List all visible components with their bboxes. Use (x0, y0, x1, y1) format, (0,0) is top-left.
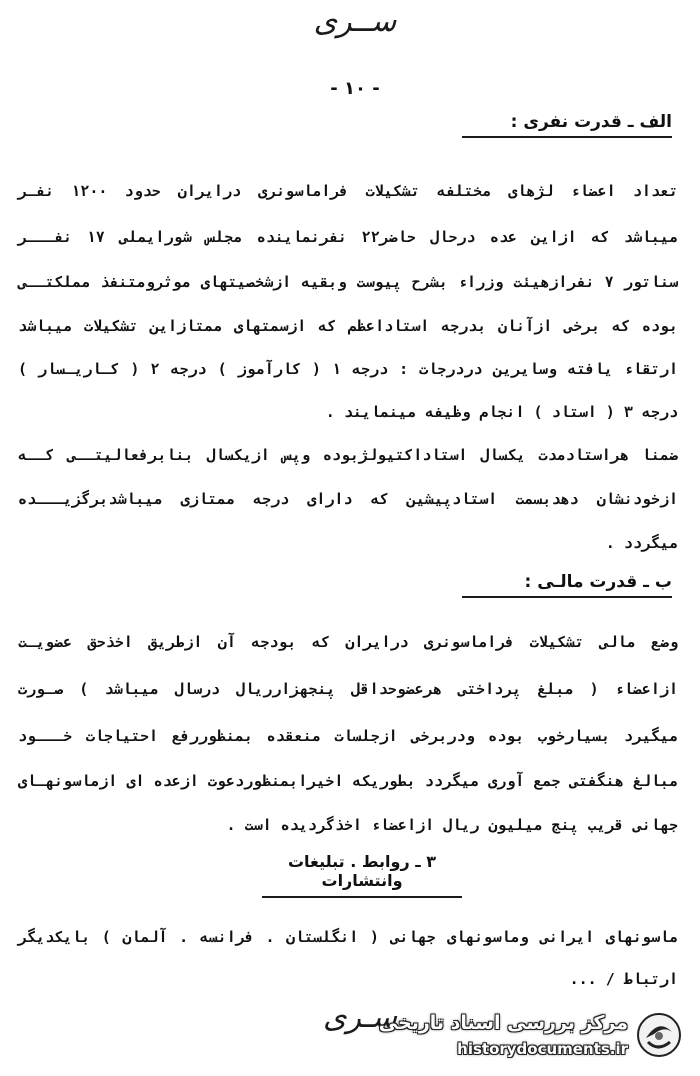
section-a-line: میگردد . (605, 534, 678, 552)
archive-name: مرکز بررسی اسناد تاریخی (378, 1012, 628, 1034)
archive-url: historydocuments.ir (457, 1040, 628, 1058)
section-a-line: ارتقاء یافته وسایرین دردرجات : درجه ۱ ( کارآموز ) درجه ۲ ( کـاریـسار ) (18, 360, 679, 378)
secret-stamp-top: ســرى (313, 4, 397, 39)
section-a-line: درجه ۳ ( استاد ) انجام وظیفه مینمایند . (325, 403, 678, 421)
section-a-line: بوده که برخی ازآنان بدرجه استاداعظم که ازسمتهای ممتازاین تشکیلات میباشد (18, 317, 678, 335)
archive-logo-icon (636, 1012, 682, 1058)
section-a-line: ضمنا هراستادمدت یکسال استاداکتیولژبوده وپس ازیکسال بنابرفعالیتــی کــه (18, 446, 678, 464)
section-a-heading: الف ـ قدرت نفرى : (462, 112, 672, 138)
page-number: - ۱۰ - (330, 78, 380, 99)
section-c-line: ماسونهای ایرانی وماسونهای جهانی ( انگلستان . فرانسه . آلمان ) بایکدیگر (18, 928, 678, 946)
section-b-line: میگیرد بسیارخوب بوده ودربرخی ازجلسات منعقده بمنظوررفع احتیاجات خـــود (18, 727, 678, 745)
section-a-line: میباشد که ازاین عده درحال حاضر۲۲ نفرنماینده مجلس شورایملی ۱۷ نفـــر (18, 228, 678, 246)
archive-watermark (362, 1006, 682, 1066)
secret-stamp-bottom: سـرى (323, 1000, 397, 1035)
section-b-line: جهانی قریب پنج میلیون ریال ازاعضاء اخذگردیده است . (226, 816, 678, 834)
section-c-heading: ۳ ـ روابط . تبلیغات وانتشارات (262, 852, 462, 898)
section-a-line: ازخودنشان دهدبسمت استادپیشین که دارای درجه ممتازی میباشدبرگزیـــده (18, 490, 678, 508)
section-b-line: وضع مالی تشکیلات فراماسونری درایران که بودجه آن ازطریق اخذحق عضویـت (18, 633, 678, 651)
section-a-line: سناتور ۷ نفرازهیئت وزراء بشرح پیوست وبقیه ازشخصیتهای موثرومتنفذ مملکتــی (18, 273, 679, 291)
section-b-heading: ب ـ قدرت مالـی : (462, 572, 672, 598)
section-b-line: ازاعضاء ( مبلغ پرداختی هرعضوحداقل پنجهزارریال درسال میباشد ) صـورت (18, 680, 678, 698)
section-a-line: تعداد اعضاء لژهای مختلفه تشکیلات فراماسونری درایران حدود ۱۲۰۰ نفـر (18, 182, 678, 200)
section-c-line: ارتباط / ... (569, 970, 678, 988)
section-b-line: مبالغ هنگفتی جمع آوری میگردد بطوریکه اخیرابمنظوردعوت ازعده ای ازماسونهـای (18, 772, 678, 790)
